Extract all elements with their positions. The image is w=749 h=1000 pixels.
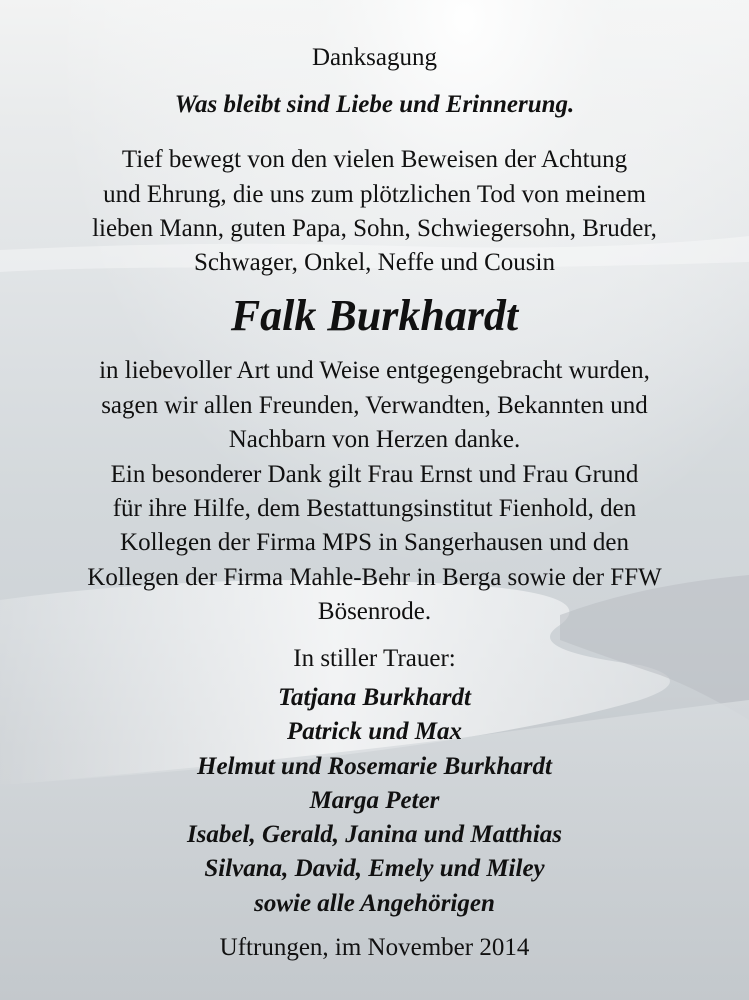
intro-line: Schwager, Onkel, Neffe und Cousin <box>194 249 555 276</box>
mourning-label: In stiller Trauer: <box>293 645 456 672</box>
heading: Danksagung <box>312 44 437 71</box>
body-line: für ihre Hilfe, dem Bestattungsinstitut Fienhold, den <box>112 495 637 522</box>
mourner: Tatjana Burkhardt <box>278 684 471 711</box>
motto: Was bleibt sind Liebe und Erinnerung. <box>174 91 575 118</box>
mourner: Patrick und Max <box>286 718 463 745</box>
intro-line: Tief bewegt von den vielen Beweisen der Achtung <box>121 146 628 173</box>
body-line: Ein besonderer Dank gilt Frau Ernst und Frau Grund <box>110 461 639 488</box>
mourner: Silvana, David, Emely und Miley <box>204 855 545 882</box>
mourner: sowie alle Angehörigen <box>254 890 495 917</box>
body-line: Kollegen der Firma MPS in Sangerhausen und den <box>120 529 629 556</box>
body-line: Nachbarn von Herzen danke. <box>228 426 521 453</box>
place-date: Uftrungen, im November 2014 <box>219 934 530 961</box>
mourner: Isabel, Gerald, Janina und Matthias <box>186 821 563 848</box>
body-line: Bösenrode. <box>317 598 432 625</box>
body-line: in liebevoller Art und Weise entgegengebracht wurden, <box>99 357 650 384</box>
intro-line: und Ehrung, die uns zum plötzlichen Tod von meinem <box>103 181 646 208</box>
mourner: Marga Peter <box>309 787 440 814</box>
body-line: sagen wir allen Freunden, Verwandten, Bekannten und <box>101 392 648 419</box>
intro-line: lieben Mann, guten Papa, Sohn, Schwiegersohn, Bruder, <box>92 215 657 242</box>
deceased-name: Falk Burkhardt <box>230 291 519 340</box>
mourner: Helmut und Rosemarie Burkhardt <box>197 753 552 780</box>
body-line: Kollegen der Firma Mahle-Behr in Berga sowie der FFW <box>87 564 662 591</box>
